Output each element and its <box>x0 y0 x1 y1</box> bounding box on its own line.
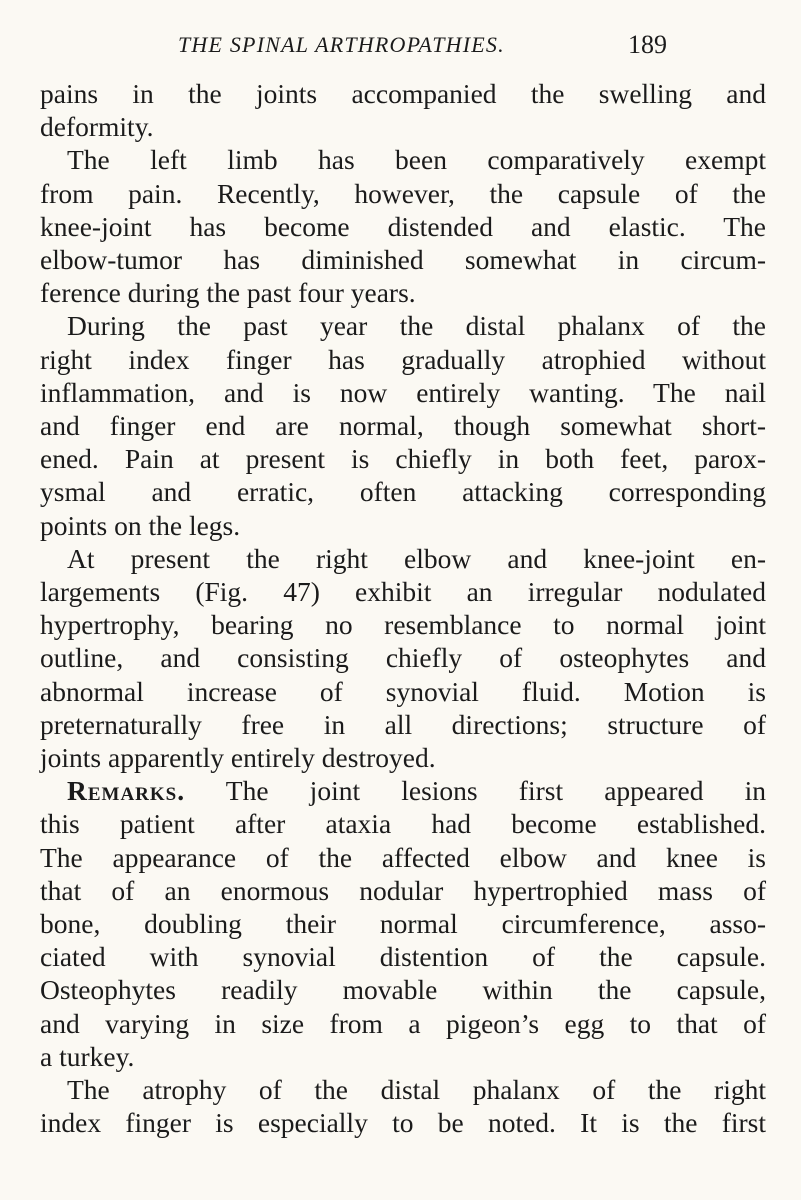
page-number: 189 <box>628 30 667 59</box>
running-head <box>0 30 801 66</box>
text-line: from pain. Recently, however, the capsule of the <box>40 177 766 209</box>
text-line: right index finger has gradually atrophied without <box>40 343 766 375</box>
text-line: outline, and consisting chiefly of osteophytes and <box>40 642 766 674</box>
body-text <box>40 77 766 1140</box>
text-line: a turkey. <box>40 1040 135 1072</box>
text-line: bone, doubling their normal circumference, asso- <box>40 908 766 940</box>
text-line: joints apparently entirely destroyed. <box>40 742 436 774</box>
text-line <box>40 774 766 807</box>
text-line: abnormal increase of synovial fluid. Motion is <box>40 675 766 707</box>
text-line: During the past year the distal phalanx of the <box>67 310 766 342</box>
text-line: index finger is especially to be noted. It is the first <box>40 1107 766 1139</box>
remarks-text: The joint lesions first appeared in <box>185 775 766 807</box>
text-line: that of an enormous nodular hypertrophied mass of <box>40 874 766 906</box>
text-line: inflammation, and is now entirely wanting. The nail <box>40 376 766 408</box>
text-line: elbow-tumor has diminished somewhat in circum- <box>40 244 766 276</box>
text-line: ciated with synovial distention of the capsule. <box>40 941 766 973</box>
text-line: deformity. <box>40 111 154 143</box>
text-line: points on the legs. <box>40 509 241 541</box>
text-line: The left limb has been comparatively exempt <box>67 144 766 176</box>
text-line: Osteophytes readily movable within the capsule, <box>40 974 766 1006</box>
text-line: ysmal and erratic, often attacking corresponding <box>40 476 766 508</box>
text-line: preternaturally free in all directions; structure of <box>40 708 766 740</box>
text-line: largements (Fig. 47) exhibit an irregular nodulated <box>40 576 766 608</box>
text-line: this patient after ataxia had become established. <box>40 808 766 840</box>
text-line: The atrophy of the distal phalanx of the right <box>67 1074 766 1106</box>
text-line: knee-joint has become distended and elastic. The <box>40 210 766 242</box>
remarks-heading: Remarks. <box>67 775 186 807</box>
text-line: ference during the past four years. <box>40 277 416 309</box>
text-line: and varying in size from a pigeon’s egg to that of <box>40 1007 766 1039</box>
text-line: pains in the joints accompanied the swelling and <box>40 78 766 109</box>
running-title: THE SPINAL ARTHROPATHIES. <box>178 32 505 57</box>
text-line: and finger end are normal, though somewhat short- <box>40 410 766 442</box>
text-line: ened. Pain at present is chiefly in both feet, parox- <box>40 443 766 475</box>
text-line: At present the right elbow and knee-joint en- <box>67 542 766 574</box>
text-line: The appearance of the affected elbow and knee is <box>40 841 766 873</box>
text-line: hypertrophy, bearing no resemblance to normal joint <box>40 609 766 641</box>
